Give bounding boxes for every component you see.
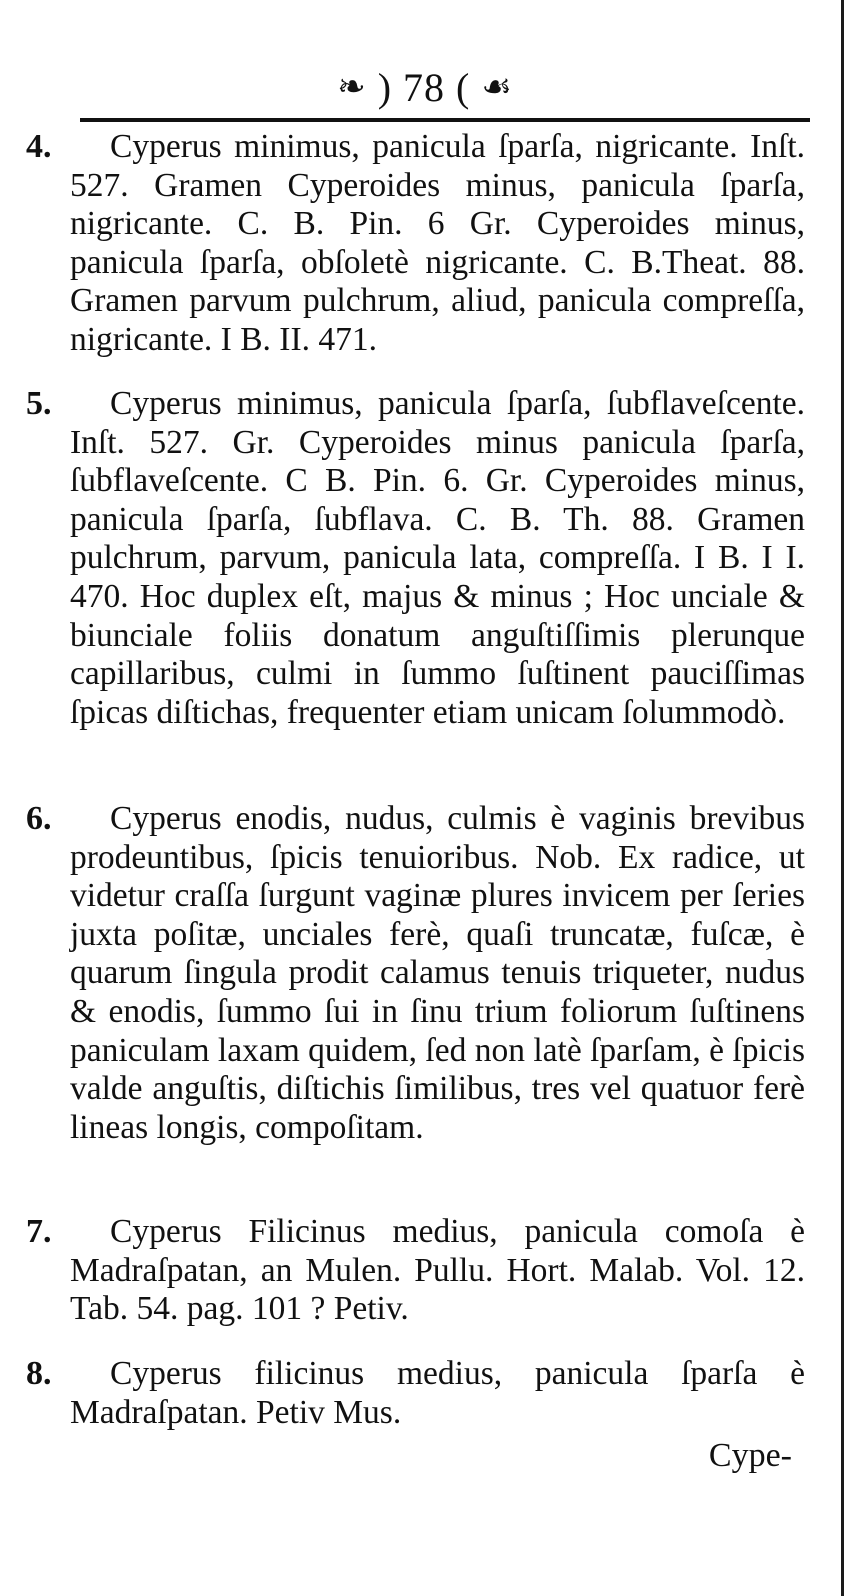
right-ornament-icon: ☙ (481, 69, 513, 106)
header-rule (80, 118, 810, 122)
entry-7 (26, 1213, 805, 1329)
entry-number: 7. (26, 1213, 52, 1250)
page-edge-shadow (841, 0, 844, 1596)
left-ornament-icon: ❧ (337, 69, 367, 106)
entry-8 (26, 1355, 805, 1432)
entry-text: Cyperus minimus, panicula ſparſa, nigricante. Inſt. 527. Gramen Cyperoides minus, panicula ſparſa, nigricante. C. B. Pin. 6 Gr. Cyperoides minus, panicula ſparſa, obſoletè nigricante. C. B.Theat. 88. Gramen parvum pulchrum, aliud, panicula compreſſa, nigricante. I B. II. 471. (70, 128, 805, 358)
entry-text: Cyperus enodis, nudus, culmis è vaginis brevibus prodeuntibus, ſpicis tenuioribus. Nob. Ex radice, ut videtur craſſa ſurgunt vaginæ plures invicem per ſeries juxta poſitæ, unciales ferè, quaſi truncatæ, fuſcæ, è quarum ſingula prodit calamus tenuis triqueter, nudus & enodis, ſummo ſui in ſinu trium foliorum ſuſtinens paniculam laxam quidem, ſed non latè ſparſam, è ſpicis valde anguſtis, diſtichis ſimilibus, tres vel quatuor ferè lineas longis, compoſitam. (70, 800, 805, 1146)
entry-4 (26, 128, 805, 360)
running-header (0, 64, 850, 112)
entry-5 (26, 385, 805, 732)
entry-text: Cyperus minimus, panicula ſparſa, ſubflaveſcente. Inſt. 527. Gr. Cyperoides minus panicula ſparſa, ſubflaveſcente. C B. Pin. 6. Gr. Cyperoides minus, panicula ſparſa, ſubflava. C. B. Th. 88. Gramen pulchrum, parvum, panicula lata, compreſſa. I B. I I. 470. Hoc duplex eſt, majus & minus ; Hoc unciale & biunciale foliis donatum anguſtiſſimis plerunque capillaribus, culmi in ſummo ſuſtinent pauciſſimas ſpicas diſtichas, frequenter etiam unicam ſolummodò. (70, 385, 805, 731)
catchword: Cype- (708, 1437, 792, 1474)
entry-number: 8. (26, 1355, 52, 1392)
entry-number: 4. (26, 128, 52, 165)
entry-6 (26, 800, 805, 1147)
entry-number: 6. (26, 800, 52, 837)
entry-number: 5. (26, 385, 52, 422)
entry-text: Cyperus Filicinus medius, panicula comoſa è Madraſpatan, an Mulen. Pullu. Hort. Malab. Vol. 12. Tab. 54. pag. 101 ? Petiv. (70, 1213, 805, 1328)
page-number: ) 78 ( (377, 65, 471, 110)
entry-text: Cyperus filicinus medius, panicula ſparſa è Madraſpatan. Petiv Mus. (70, 1355, 805, 1431)
